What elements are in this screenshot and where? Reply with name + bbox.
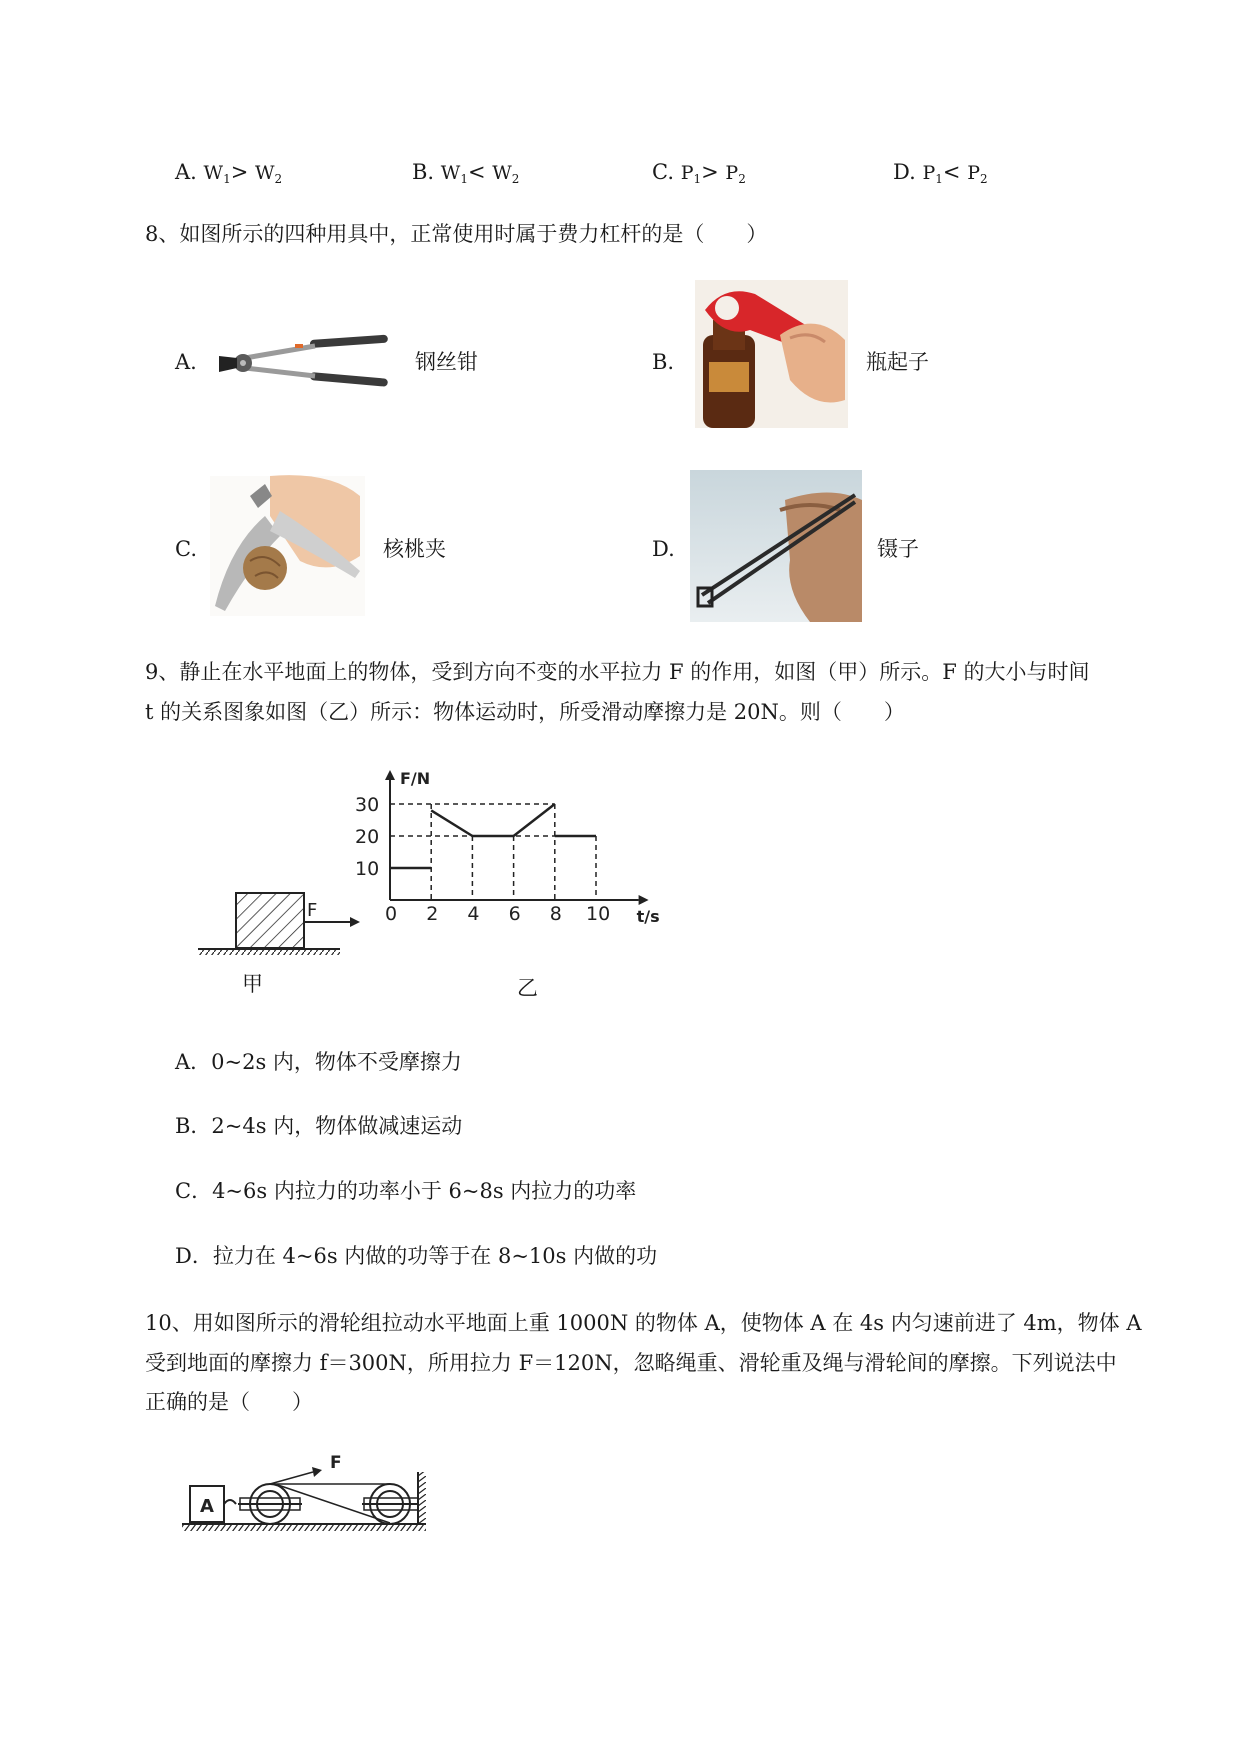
- q7-option-b[interactable]: B. $W_1< W_2$: [412, 160, 520, 186]
- q10-stem-line-2: 受到地面的摩擦力 f＝300N，所用拉力 F＝120N，忽略绳重、滑轮重及绳与滑轮间的摩擦。下列说法中: [145, 1351, 1117, 1375]
- pulley-force-label: F: [330, 1453, 342, 1473]
- x-tick-label: 8: [549, 903, 562, 925]
- x-tick-label: 6: [508, 903, 521, 925]
- q8-option-d-letter[interactable]: D.: [652, 537, 675, 561]
- chart-guides: [390, 804, 596, 900]
- q9-option-a[interactable]: A．0~2s 内，物体不受摩擦力: [175, 1050, 462, 1074]
- block: [236, 893, 304, 948]
- figure-jia-caption: 甲: [242, 972, 263, 996]
- q8-option-b-letter[interactable]: B.: [652, 350, 675, 374]
- series-segment-4: [514, 804, 555, 836]
- wire-cutter-photo: [215, 328, 390, 400]
- q9-option-b[interactable]: B．2~4s 内，物体做减速运动: [175, 1114, 463, 1138]
- y-tick-label: 10: [355, 858, 380, 880]
- figure-jia: [190, 880, 380, 1000]
- q7-option-d[interactable]: D. $P_1< P_2$: [893, 160, 988, 186]
- bottle-opener-photo: [695, 280, 848, 428]
- x-axis-label: t/s: [636, 907, 660, 926]
- block-a-label: A: [200, 1496, 214, 1517]
- chart-labels: [355, 769, 660, 926]
- q9-option-c[interactable]: C．4~6s 内拉力的功率小于 6~8s 内拉力的功率: [175, 1179, 637, 1203]
- q8-option-d-label: 镊子: [877, 537, 919, 561]
- y-tick-label: 30: [355, 794, 380, 816]
- figure-yi-caption: 乙: [517, 976, 538, 1000]
- q8-stem: 8、如图所示的四种用具中，正常使用时属于费力杠杆的是（ ）: [145, 222, 768, 246]
- tweezers-photo: [690, 470, 862, 622]
- q7-option-c[interactable]: C. $P_1> P_2$: [652, 160, 746, 186]
- chart-axes: [385, 770, 649, 905]
- x-tick-label: 10: [586, 903, 611, 925]
- x-tick-label: 2: [426, 903, 439, 925]
- q9-stem-line-1: 9、静止在水平地面上的物体，受到方向不变的水平拉力 F 的作用，如图（甲）所示。F 的大小与时间: [145, 660, 1090, 684]
- q8-option-c-letter[interactable]: C.: [175, 537, 197, 561]
- y-axis-arrow: [385, 770, 395, 780]
- pulley-figure: [178, 1452, 438, 1542]
- y-axis-label: F/N: [400, 769, 431, 788]
- series-segment-2: [431, 810, 472, 836]
- q10-stem-line-1: 10、用如图所示的滑轮组拉动水平地面上重 1000N 的物体 A，使物体 A 在 4s 内匀速前进了 4m，物体 A: [145, 1311, 1142, 1335]
- q8-option-b-label: 瓶起子: [866, 350, 929, 374]
- force-label-f: F: [307, 900, 318, 921]
- q10-stem-line-3: 正确的是（ ）: [145, 1390, 313, 1414]
- y-tick-label: 20: [355, 826, 380, 848]
- q8-option-a-label: 钢丝钳: [415, 350, 478, 374]
- nutcracker-photo: [210, 476, 365, 616]
- fixed-pulley: [362, 1484, 418, 1524]
- x-tick-label: 0: [385, 903, 398, 925]
- q8-option-a-letter[interactable]: A.: [175, 350, 197, 374]
- q9-option-d[interactable]: D．拉力在 4~6s 内做的功等于在 8~10s 内做的功: [175, 1244, 658, 1268]
- q7-option-a[interactable]: A. $W_1> W_2$: [175, 160, 283, 186]
- q9-stem-line-2: t 的关系图象如图（乙）所示：物体运动时，所受滑动摩擦力是 20N。则（ ）: [145, 700, 905, 724]
- q8-option-c-label: 核桃夹: [383, 537, 446, 561]
- figure-yi-chart: [355, 760, 735, 970]
- x-axis-arrow: [639, 895, 649, 905]
- x-tick-label: 4: [467, 903, 480, 925]
